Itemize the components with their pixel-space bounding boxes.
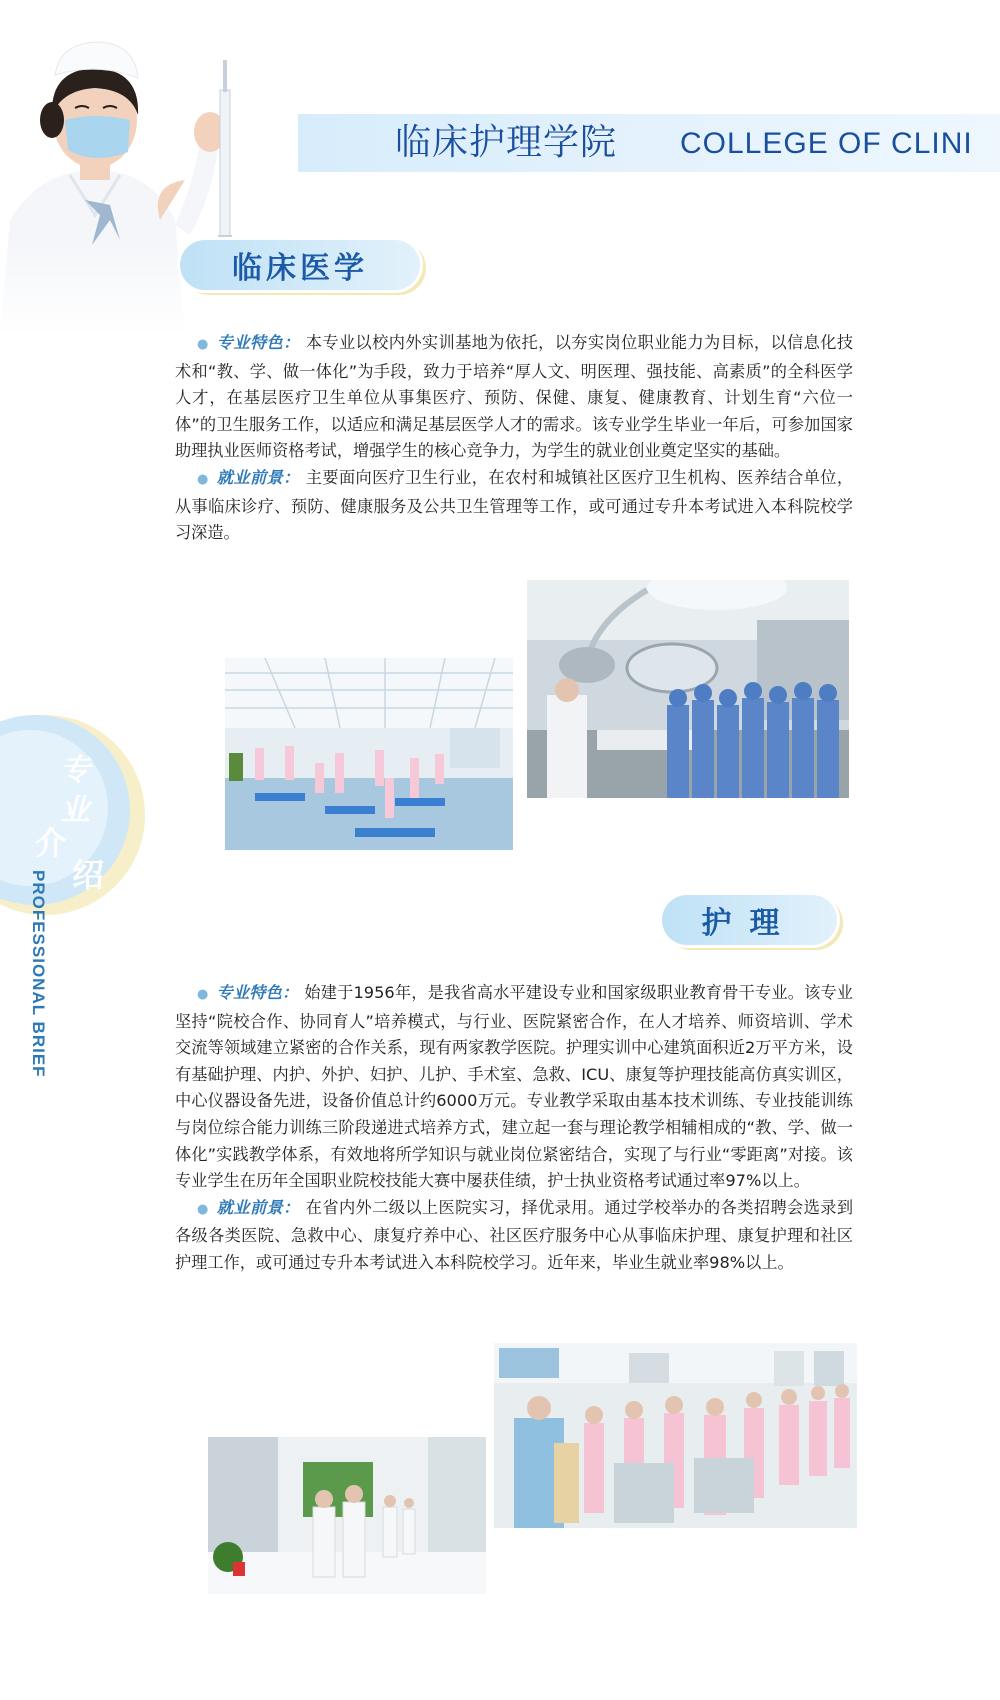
clinical-medicine-features [175, 330, 853, 465]
features-text: 始建于1956年，是我省高水平建设专业和国家级职业教育骨干专业。该专业坚持“院校合作、协同育人”培养模式，与行业、医院紧密合作，在人才培养、师资培训、学术交流等领域建立紧密的合作关系，现有两家教学医院。护理实训中心建筑面积近2万平方米，设有基础护理、内护、外护、妇护、儿护、手术室、急救、ICU、康复等护理技能高仿真实训区，中心仪器设备先进，设备价值总计约6000万元。专业教学采取由基本技术训练、专业技能训练与岗位综合能力训练三阶段递进式培养方式，建立起一套与理论教学相辅相成的“教、学、做一体化”实践教学体系，有效地将所学知识与就业岗位紧密结合，实现了与行业“零距离”对接。该专业学生在历年全国职业院校技能大赛中屡获佳绩，护士执业资格考试通过率97%以上。 [175, 983, 853, 1191]
prospect-label: 就业前景： [216, 467, 300, 487]
bullet-icon: ● [197, 987, 209, 1002]
bullet-icon: ● [197, 337, 209, 352]
side-badge-char: 介 [35, 824, 68, 862]
prospect-text: 主要面向医疗卫生行业，在农村和城镇社区医疗卫生机构、医养结合单位，从事临床诊疗、预防、健康服务及公共卫生管理等工作，或可通过专升本考试进入本科院校学习深造。 [175, 467, 854, 543]
side-vertical-label: PROFESSIONAL BRIEF [29, 870, 48, 1078]
features-text: 本专业以校内外实训基地为依托，以夯实岗位职业能力为目标，以信息化技术和“教、学、做一体化”为手段，致力于培养“厚人文、明医理、强技能、高素质”的全科医学人才，在基层医疗卫生单位从事集医疗、预防、保健、康复、健康教育、计划生育“六位一体”的卫生服务工作，以适应和满足基层医学人才的需求。该专业学生毕业一年后，可参加国家助理执业医师资格考试，增强学生的核心竞争力，为学生的就业创业奠定坚实的基础。 [175, 333, 854, 461]
clinical-medicine-text [175, 330, 853, 547]
page-title-english: COLLEGE OF CLINI [680, 127, 973, 160]
section-title-nursing: 护理 [662, 895, 837, 945]
photo-nursing-classroom [494, 1343, 857, 1528]
nursing-text [175, 980, 853, 1277]
bullet-icon: ● [197, 1201, 209, 1217]
photo-training-hall [225, 658, 513, 850]
side-badge-char: 业 [60, 793, 90, 828]
photo-hospital-corridor [208, 1437, 486, 1594]
bullet-icon: ● [197, 471, 209, 487]
prospect-text: 在省内外二级以上医院实习，择优录用。通过学校举办的各类招聘会选录到各级各类医院、急救中心、康复疗养中心、社区医疗服务中心从事临床护理、康复护理和社区护理工作，或可通过专升本考试进入本科院校学习。近年来，毕业生就业率98%以上。 [175, 1197, 854, 1272]
nursing-prospect [175, 1195, 853, 1277]
side-badge-char: 绍 [72, 856, 105, 894]
side-badge-char: 专 [60, 753, 90, 788]
features-label: 专业特色： [216, 983, 299, 1002]
features-label: 专业特色： [216, 333, 300, 352]
nursing-features [175, 980, 853, 1195]
prospect-label: 就业前景： [216, 1197, 300, 1217]
clinical-medicine-prospect [175, 465, 853, 547]
photo-operating-room [527, 580, 849, 798]
section-title-clinical-medicine: 临床医学 [180, 240, 420, 290]
page-title: 临床护理学院 [395, 122, 618, 163]
